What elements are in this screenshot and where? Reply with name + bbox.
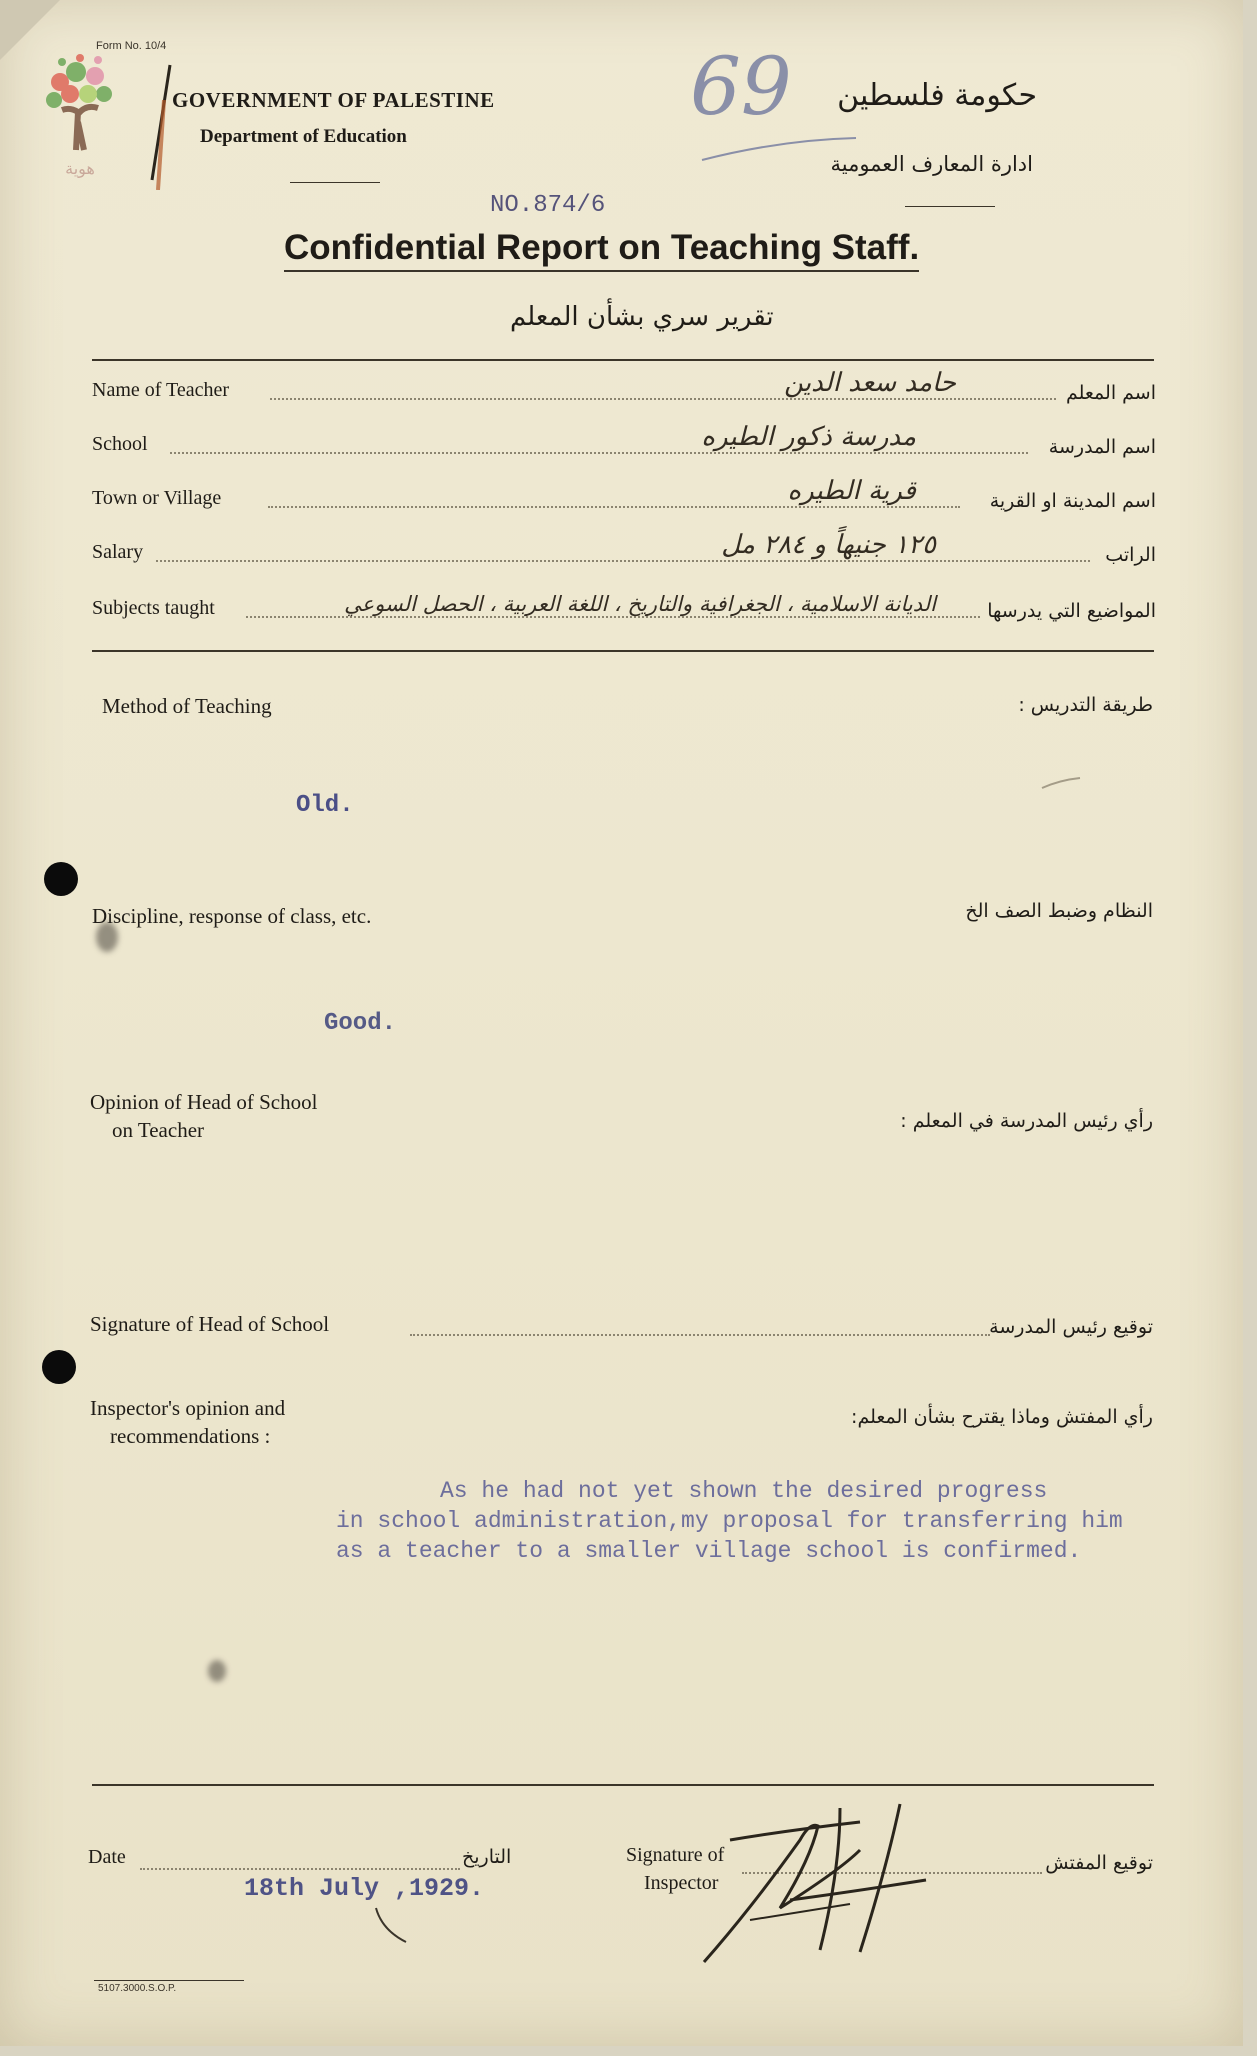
field-dotted-line xyxy=(156,560,1090,562)
method-value: Old. xyxy=(296,792,354,819)
field-subjects-taught xyxy=(90,588,1156,624)
footer-rule xyxy=(92,1784,1154,1786)
print-code: 5107.3000.S.O.P. xyxy=(98,1983,177,1994)
signature-inspector-label-en-2: Inspector xyxy=(644,1872,719,1894)
field-value-handwritten: ١٢٥ جنيهاً و ٢٨٤ مل xyxy=(721,530,936,560)
fields-bottom-rule xyxy=(92,650,1154,652)
field-dotted-line xyxy=(270,398,1056,400)
field-town-or-village xyxy=(90,478,1156,514)
field-label-en: Town or Village xyxy=(92,487,222,509)
government-title-ar: حكومة فلسطين xyxy=(837,78,1037,113)
field-label-ar: اسم المعلم xyxy=(1065,382,1156,404)
ink-smudge xyxy=(208,1660,226,1682)
inspector-label-en-1: Inspector's opinion and xyxy=(90,1396,286,1420)
discipline-label-en: Discipline, response of class, etc. xyxy=(92,904,372,928)
field-salary xyxy=(90,532,1156,568)
stamp-number: 69 xyxy=(690,40,792,133)
field-label-en: Subjects taught xyxy=(92,597,215,619)
field-label-en: Name of Teacher xyxy=(92,379,230,401)
folded-corner xyxy=(0,0,60,60)
top-rule xyxy=(92,359,1154,361)
report-title-en: Confidential Report on Teaching Staff. xyxy=(284,228,919,272)
logo-text: هوية xyxy=(65,159,95,178)
opinion-head-label-en-1: Opinion of Head of School xyxy=(90,1090,318,1114)
discipline-value: Good. xyxy=(324,1010,397,1037)
department-title-ar: ادارة المعارف العمومية xyxy=(830,152,1033,176)
inspector-text-line-2: in school administration,my proposal for transferring him xyxy=(336,1508,1123,1534)
ink-smudge xyxy=(96,922,118,952)
field-label-ar: المواضيع التي يدرسها xyxy=(987,600,1156,622)
pencil-mark xyxy=(1040,776,1084,792)
header-divider-right xyxy=(905,206,995,207)
date-dotted-line xyxy=(140,1868,460,1870)
signature-inspector-label-en-1: Signature of xyxy=(626,1844,725,1866)
signature-head-label-en: Signature of Head of School xyxy=(90,1312,330,1336)
method-label-ar: طريقة التدريس : xyxy=(1018,694,1153,716)
pencil-mark xyxy=(372,1906,412,1946)
punch-hole-bottom xyxy=(42,1350,76,1384)
header-divider-left xyxy=(290,182,380,183)
field-dotted-line xyxy=(246,616,980,618)
method-label-en: Method of Teaching xyxy=(102,694,272,718)
field-value-handwritten: مدرسة ذكور الطيره xyxy=(701,422,916,452)
opinion-head-label-en-2: on Teacher xyxy=(112,1118,205,1142)
opinion-head-label-ar: رأي رئيس المدرسة في المعلم : xyxy=(900,1110,1153,1132)
archive-logo xyxy=(40,52,120,192)
report-title-ar: تقرير سري بشأن المعلم xyxy=(510,302,774,332)
inspector-signature xyxy=(690,1800,950,1970)
field-label-en: School xyxy=(92,433,148,455)
date-label-en: Date xyxy=(88,1846,126,1868)
tree-icon xyxy=(40,52,120,152)
reference-number: NO.874/6 xyxy=(490,192,606,219)
field-school xyxy=(90,424,1156,460)
field-value-handwritten: حامد سعد الدين xyxy=(784,368,956,398)
field-dotted-line xyxy=(170,452,1028,454)
date-value: 18th July ,1929. xyxy=(244,1874,485,1903)
date-label-ar: التاريخ xyxy=(462,1846,512,1868)
field-name-of-teacher xyxy=(90,370,1156,406)
signature-head-dotted-line xyxy=(410,1334,990,1336)
discipline-label-ar: النظام وضبط الصف الخ xyxy=(965,900,1153,922)
inspector-text-line-3: as a teacher to a smaller village school is confirmed. xyxy=(336,1538,1082,1564)
department-title-en: Department of Education xyxy=(200,126,407,147)
field-label-ar: الراتب xyxy=(1105,544,1156,566)
field-label-ar: اسم المدرسة xyxy=(1048,436,1156,458)
inspector-text-line-1: As he had not yet shown the desired progress xyxy=(440,1478,1048,1504)
field-label-ar: اسم المدينة او القرية xyxy=(989,490,1156,512)
field-value-handwritten: الديانة الاسلامية ، الجغرافية والتاريخ ، اللغة العربية ، الحصل السوعي xyxy=(344,592,936,616)
bracket-mark xyxy=(140,60,180,190)
print-code-rule xyxy=(94,1980,244,1981)
field-label-en: Salary xyxy=(92,541,144,563)
government-title-en: GOVERNMENT OF PALESTINE xyxy=(172,88,495,112)
signature-head-label-ar: توقيع رئيس المدرسة xyxy=(989,1316,1153,1338)
field-dotted-line xyxy=(268,506,960,508)
form-number: Form No. 10/4 xyxy=(96,40,167,52)
signature-inspector-label-ar: توقيع المفتش xyxy=(1045,1852,1153,1874)
inspector-label-en-2: recommendations : xyxy=(110,1424,271,1448)
punch-hole-top xyxy=(44,862,78,896)
inspector-label-ar: رأي المفتش وماذا يقترح بشأن المعلم: xyxy=(851,1406,1153,1428)
field-value-handwritten: قرية الطيره xyxy=(787,476,916,506)
